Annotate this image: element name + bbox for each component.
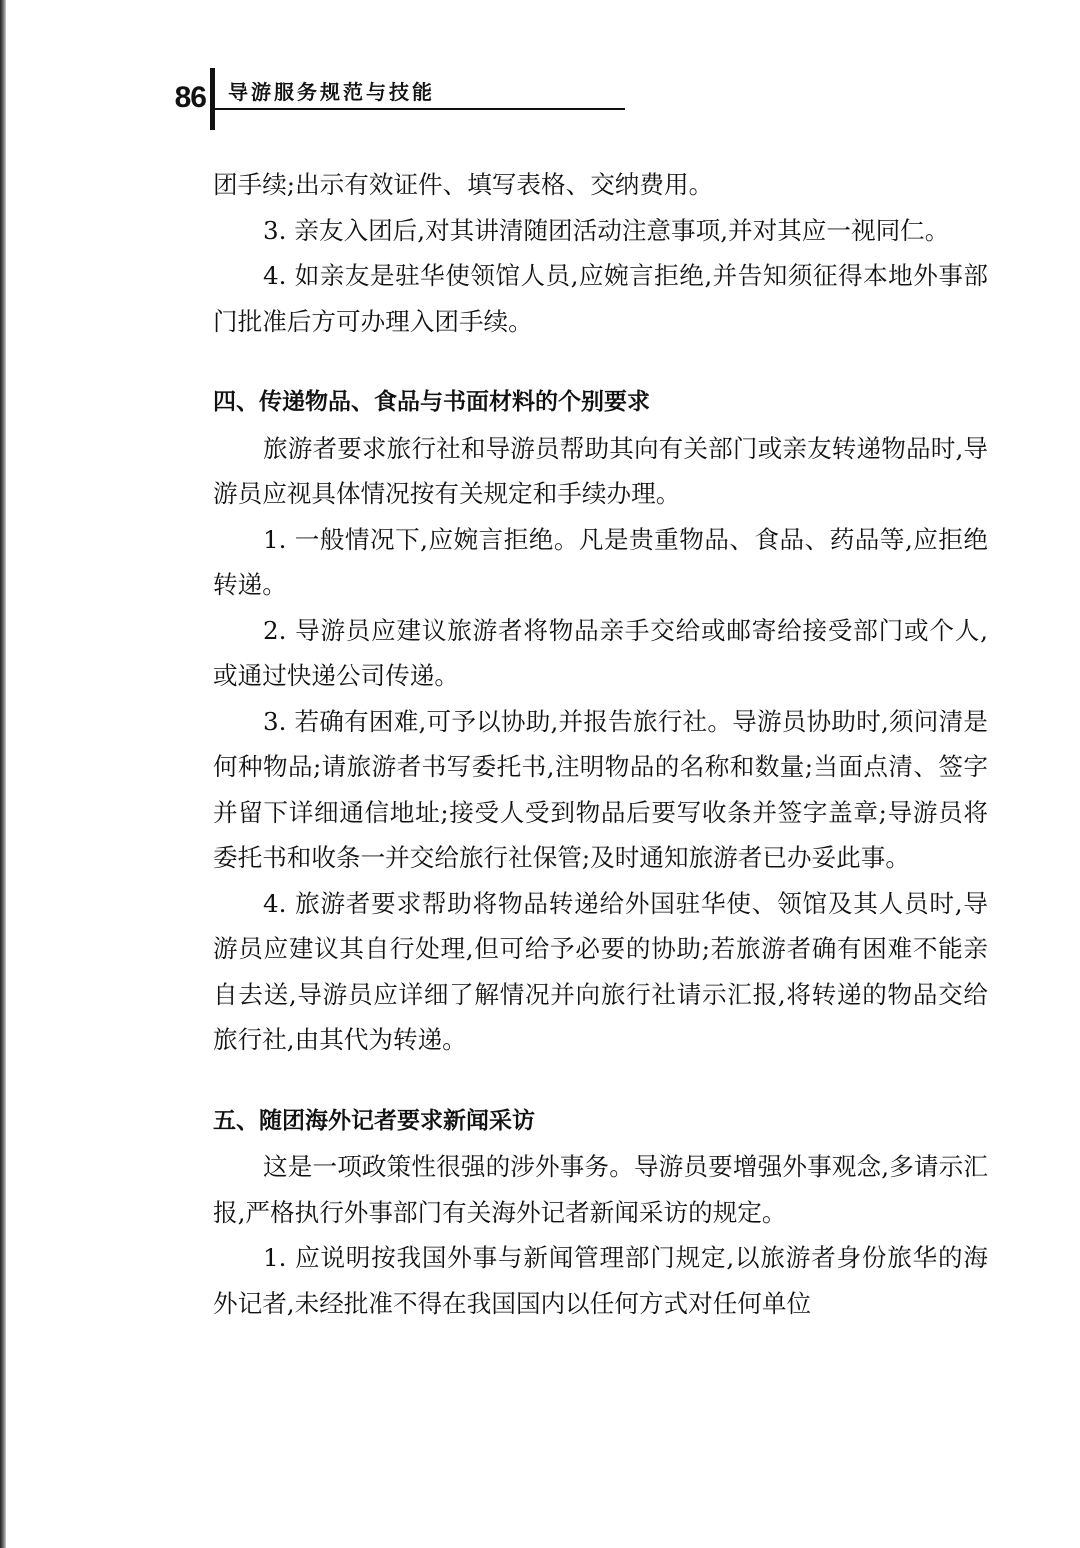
section-heading-5: 五、随团海外记者要求新闻采访 xyxy=(213,1107,535,1134)
list-item: 3. 亲友入团后,对其讲清随团活动注意事项,并对其应一视同仁。 xyxy=(263,215,950,245)
header-vertical-bar xyxy=(210,68,215,130)
running-title: 导游服务规范与技能 xyxy=(228,80,435,104)
paragraph-continued: 团手续;出示有效证件、填写表格、交纳费用。 xyxy=(213,170,714,199)
list-item: 4. 如亲友是驻华使领馆人员,应婉言拒绝,并告知须征得本地外事部门批准后方可办理入团手续。 xyxy=(213,261,988,336)
body-text xyxy=(213,162,988,1326)
list-item: 1. 应说明按我国外事与新闻管理部门规定,以旅游者身份旅华的海外记者,未经批准不得在我国国内以任何方式对任何单位 xyxy=(213,1243,988,1318)
page-edge-shadow xyxy=(0,0,6,1548)
list-item: 3. 若确有困难,可予以协助,并报告旅行社。导游员协助时,须问清是何种物品;请旅游者书写委托书,注明物品的名称和数量;当面点清、签字并留下详细通信地址;接受人受到物品后要写收条并签字盖章;导游员将委托书和收条一并交给旅行社保管;及时通知旅游者已办妥此事。 xyxy=(213,706,988,872)
list-item: 1. 一般情况下,应婉言拒绝。凡是贵重物品、食品、药品等,应拒绝转递。 xyxy=(213,524,988,599)
page-number: 86 xyxy=(174,81,206,114)
list-item: 4. 旅游者要求帮助将物品转递给外国驻华使、领馆及其人员时,导游员应建议其自行处理,但可给予必要的协助;若旅游者确有困难不能亲自去送,导游员应详细了解情况并向旅行社请示汇报,将转递的物品交给旅行社,由其代为转递。 xyxy=(213,888,988,1054)
section-intro: 这是一项政策性很强的涉外事务。导游员要增强外事观念,多请示汇报,严格执行外事部门有关海外记者新闻采访的规定。 xyxy=(213,1152,988,1227)
list-item: 2. 导游员应建议旅游者将物品亲手交给或邮寄给接受部门或个人,或通过快递公司传递。 xyxy=(213,615,988,690)
section-heading-4: 四、传递物品、食品与书面材料的个别要求 xyxy=(213,389,650,415)
running-header xyxy=(0,0,1080,140)
header-rule xyxy=(215,108,625,110)
section-intro: 旅游者要求旅行社和导游员帮助其向有关部门或亲友转递物品时,导游员应视具体情况按有关规定和手续办理。 xyxy=(213,433,988,508)
